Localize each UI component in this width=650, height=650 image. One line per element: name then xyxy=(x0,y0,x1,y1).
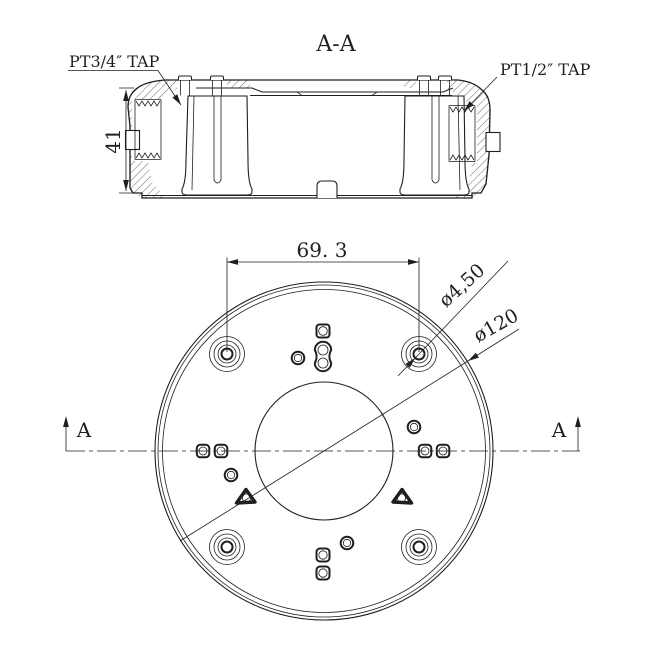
left-pillar xyxy=(182,96,252,195)
section-title: A-A xyxy=(316,32,356,57)
mounting-hole-bottom-left xyxy=(210,530,245,565)
left-side-notch xyxy=(126,131,140,150)
right-side-notch xyxy=(486,133,500,152)
mounting-hole-bottom-right xyxy=(402,530,437,565)
outer-diameter-dimension xyxy=(180,305,522,541)
cut-label-left: A xyxy=(76,418,92,442)
top-hole-cluster xyxy=(292,325,332,372)
section-cut-arrow-left xyxy=(63,416,92,451)
tap-left-label: PT3/4″ TAP xyxy=(69,52,160,71)
rim-hatch-left xyxy=(227,80,250,88)
cut-label-right: A xyxy=(551,418,567,442)
tap-right-label: PT1/2″ TAP xyxy=(500,60,591,79)
section-cut-arrow-right xyxy=(551,416,581,451)
rim-hatch-right xyxy=(404,80,416,88)
outer-diameter-text: ø120 xyxy=(469,304,523,347)
triangle-hole-right xyxy=(393,490,412,504)
small-ring-right-upper xyxy=(408,421,421,434)
hole-spacing-text: 69. 3 xyxy=(296,238,348,262)
small-ring-left-lower xyxy=(225,469,238,482)
lid-lines xyxy=(196,88,453,96)
hole-diameter-text: ø4,50 xyxy=(434,259,490,312)
plan-view xyxy=(63,238,581,620)
bottom-hole-cluster xyxy=(317,537,354,580)
height-dim-text: 41 xyxy=(101,128,125,154)
section-view xyxy=(68,32,591,198)
